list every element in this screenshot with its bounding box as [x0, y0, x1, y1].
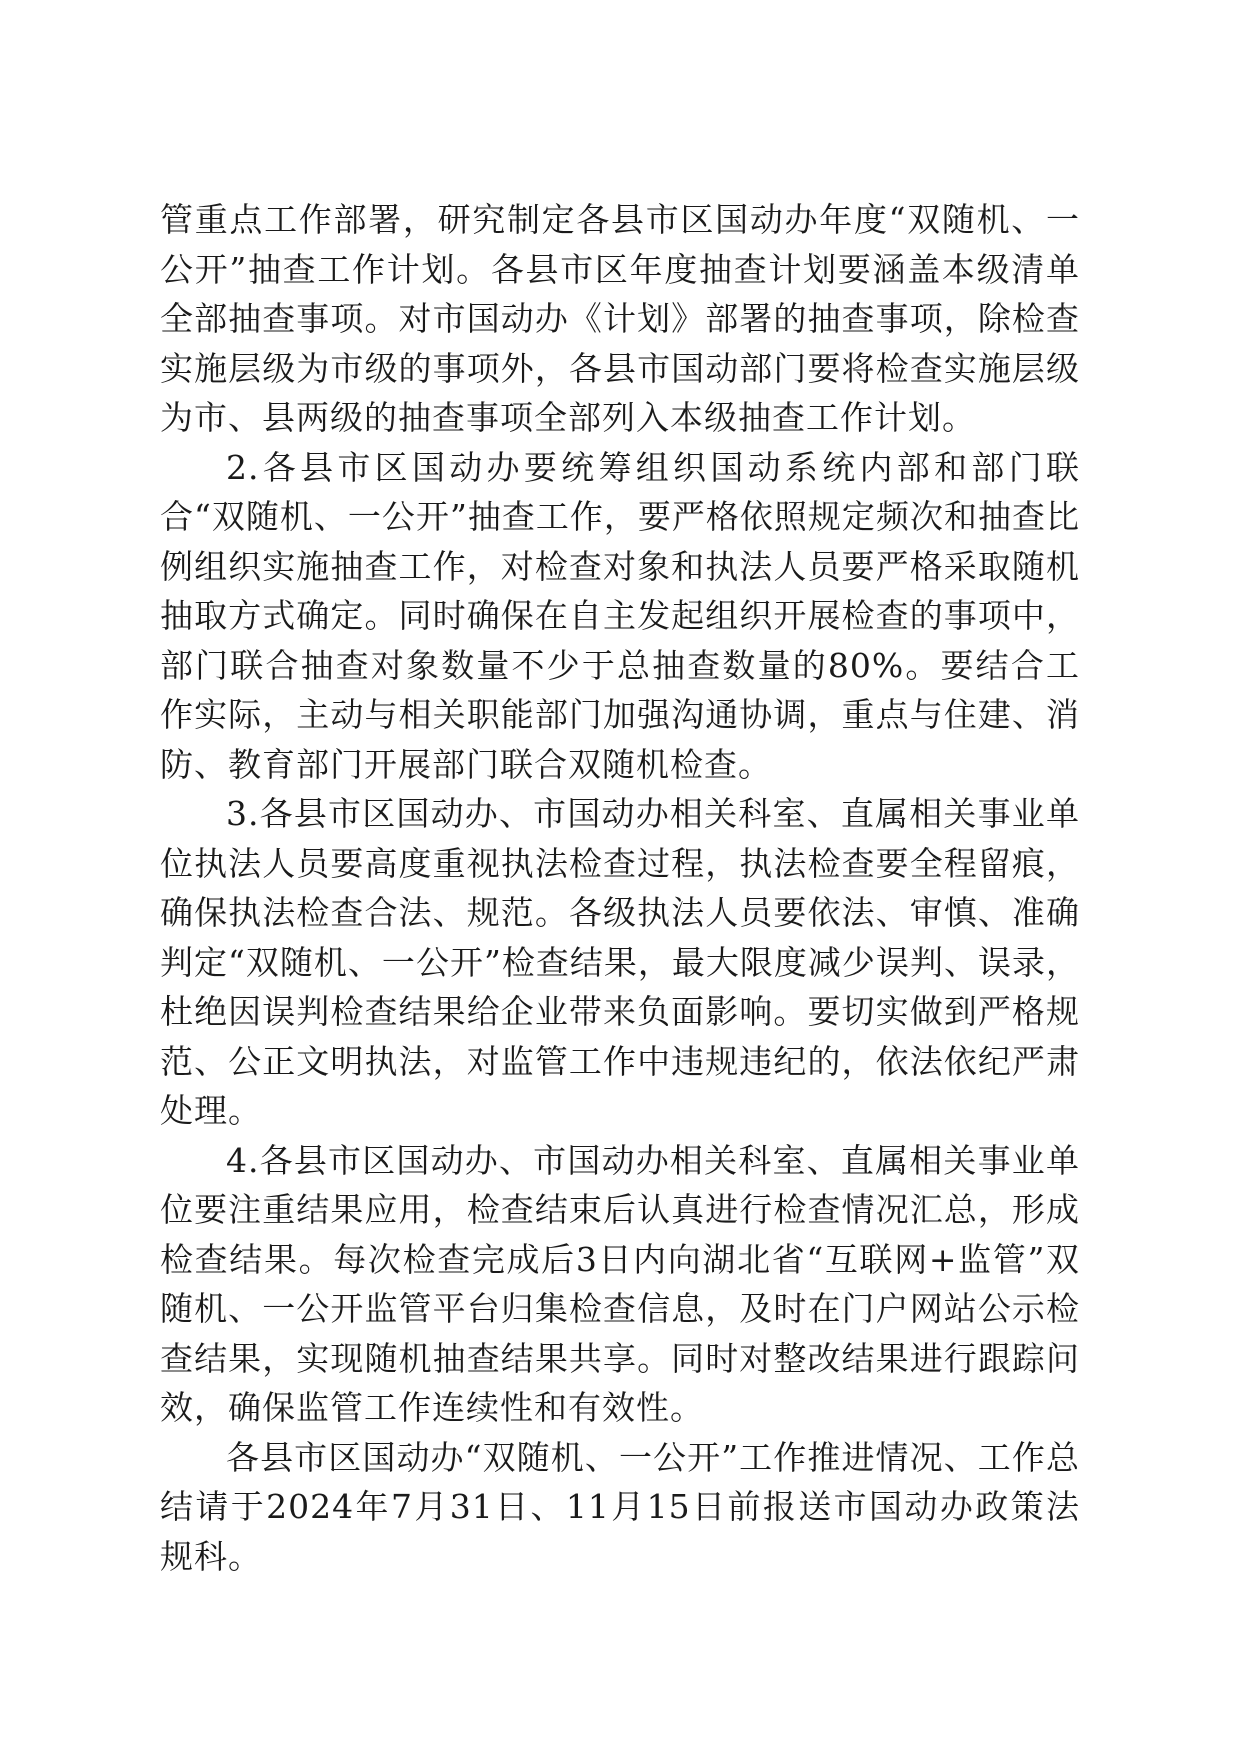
paragraph-item-2: 2.各县市区国动办要统筹组织国动系统内部和部门联合“双随机、一公开”抽查工作，要严格依照规定频次和抽查比例组织实施抽查工作，对检查对象和执法人员要严格采取随机抽取方式确定。同时确保在自主发起组织开展检查的事项中，部门联合抽查对象数量不少于总抽查数量的80%。要结合工作实际，主动与相关职能部门加强沟通协调，重点与住建、消防、教育部门开展部门联合双随机检查。	[160, 447, 1080, 784]
paragraph-closing: 各县市区国动办“双随机、一公开”工作推进情况、工作总结请于2024年7月31日、11月15日前报送市国动办政策法规科。	[160, 1437, 1080, 1576]
document-body	[160, 195, 1080, 1581]
paragraph-item-3: 3.各县市区国动办、市国动办相关科室、直属相关事业单位执法人员要高度重视执法检查过程，执法检查要全程留痕，确保执法检查合法、规范。各级执法人员要依法、审慎、准确判定“双随机、一公开”检查结果，最大限度减少误判、误录，杜绝因误判检查结果给企业带来负面影响。要切实做到严格规范、公正文明执法，对监管工作中违规违纪的，依法依纪严肃处理。	[160, 794, 1080, 1130]
paragraph-continuation: 管重点工作部署，研究制定各县市区国动办年度“双随机、一公开”抽查工作计划。各县市区年度抽查计划要涵盖本级清单全部抽查事项。对市国动办《计划》部署的抽查事项，除检查实施层级为市级的事项外，各县市国动部门要将检查实施层级为市、县两级的抽查事项全部列入本级抽查工作计划。	[160, 200, 1080, 437]
paragraph-item-4: 4.各县市区国动办、市国动办相关科室、直属相关事业单位要注重结果应用，检查结束后认真进行检查情况汇总，形成检查结果。每次检查完成后3日内向湖北省“互联网+监管”双随机、一公开监管平台归集检查信息，及时在门户网站公示检查结果，实现随机抽查结果共享。同时对整改结果进行跟踪问效，确保监管工作连续性和有效性。	[160, 1140, 1080, 1427]
